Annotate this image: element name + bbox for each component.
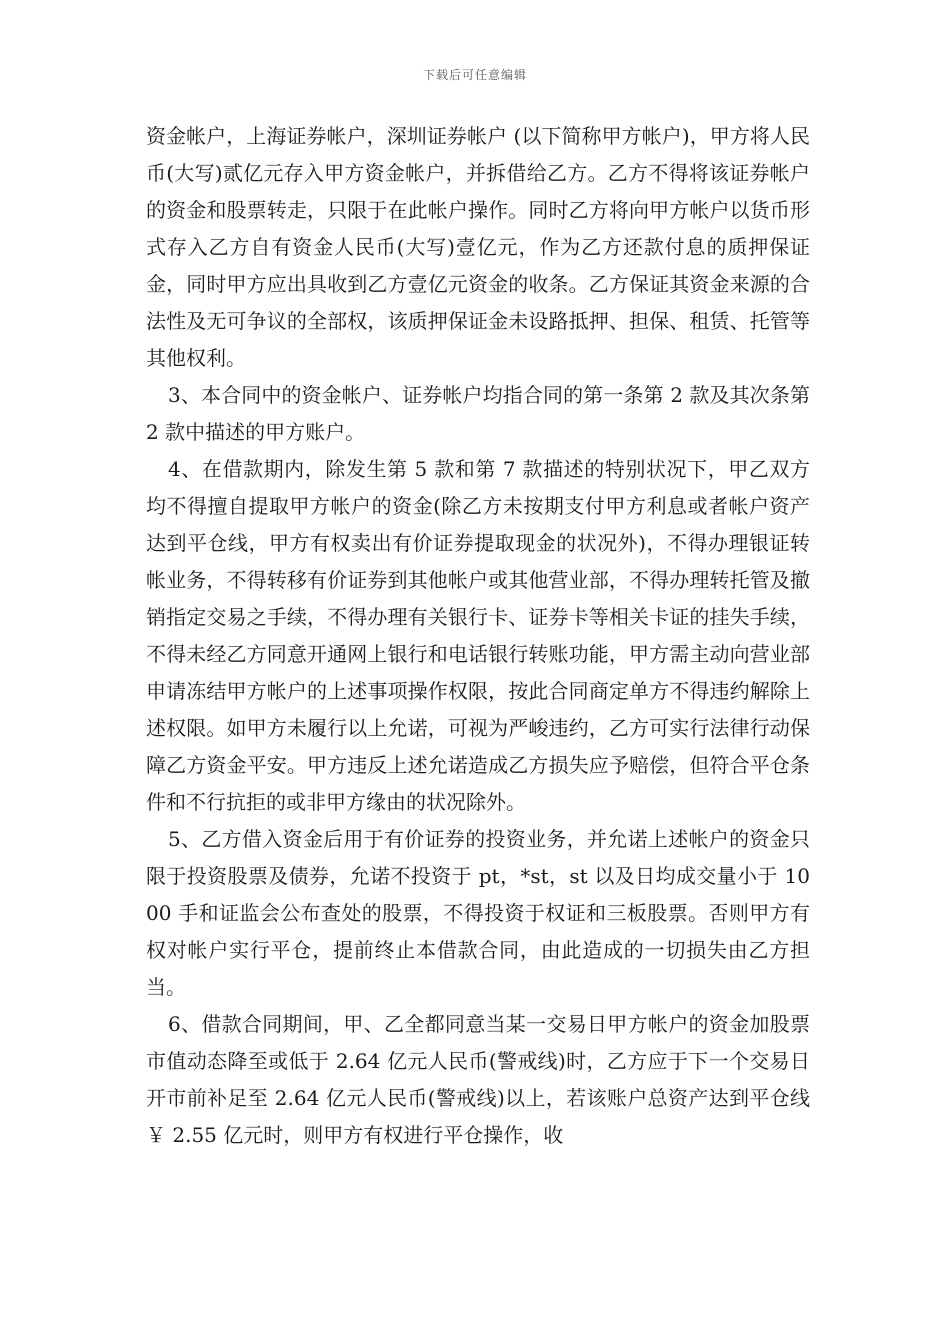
paragraph-account-terms: 资金帐户，上海证券帐户，深圳证券帐户 (以下简称甲方帐户)，甲方将人民币(大写)贰亿元存入甲方资金帐户，并拆借给乙方。乙方不得将该证券帐户的资金和股票转走，只限于在此帐户操作。同时乙方将向甲方帐户以货币形式存入乙方自有资金人民币(大写)壹亿元，作为乙方还款付息的质押保证金，同时甲方应出具收到乙方壹亿元资金的收条。乙方保证其资金来源的合法性及无可争议的全部权，该质押保证金未设路抵押、担保、租赁、托管等其他权利。 (146, 124, 810, 370)
paragraph-clause-3: 3、本合同中的资金帐户、证券帐户均指合同的第一条第 2 款及其次条第 2 款中描述的甲方账户。 (146, 383, 810, 444)
document-body (146, 118, 810, 1154)
paragraph-clause-5: 5、乙方借入资金后用于有价证券的投资业务，并允诺上述帐户的资金只限于投资股票及债券，允诺不投资于 pt，*st，st 以及日均成交量小于 1000 手和证监会公布查处的股票，不得投资于权证和三板股票。否则甲方有权对帐户实行平仓，提前终止本借款合同，由此造成的一切损失由乙方担当。 (146, 827, 810, 999)
paragraph-clause-6: 6、借款合同期间，甲、乙全都同意当某一交易日甲方帐户的资金加股票市值动态降至或低于 2.64 亿元人民币(警戒线)时，乙方应于下一个交易日开市前补足至 2.64 亿元人民币(警戒线)以上，若该账户总资产达到平仓线￥ 2.55 亿元时，则甲方有权进行平仓操作，收 (146, 1012, 810, 1147)
paragraph-clause-4: 4、在借款期内，除发生第 5 款和第 7 款描述的特别状况下，甲乙双方均不得擅自提取甲方帐户的资金(除乙方未按期支付甲方利息或者帐户资产达到平仓线，甲方有权卖出有价证券提取现金的状况外)，不得办理银证转帐业务，不得转移有价证券到其他帐户或其他营业部，不得办理转托管及撤销指定交易之手续，不得办理有关银行卡、证券卡等相关卡证的挂失手续，不得未经乙方同意开通网上银行和电话银行转账功能，甲方需主动向营业部申请冻结甲方帐户的上述事项操作权限，按此合同商定单方不得违约解除上述权限。如甲方未履行以上允诺，可视为严峻违约，乙方可实行法律行动保障乙方资金平安。甲方违反上述允诺造成乙方损失应予赔偿，但符合平仓条件和不行抗拒的或非甲方缘由的状况除外。 (146, 457, 810, 814)
page-header: 下载后可任意编辑 (422, 68, 527, 82)
